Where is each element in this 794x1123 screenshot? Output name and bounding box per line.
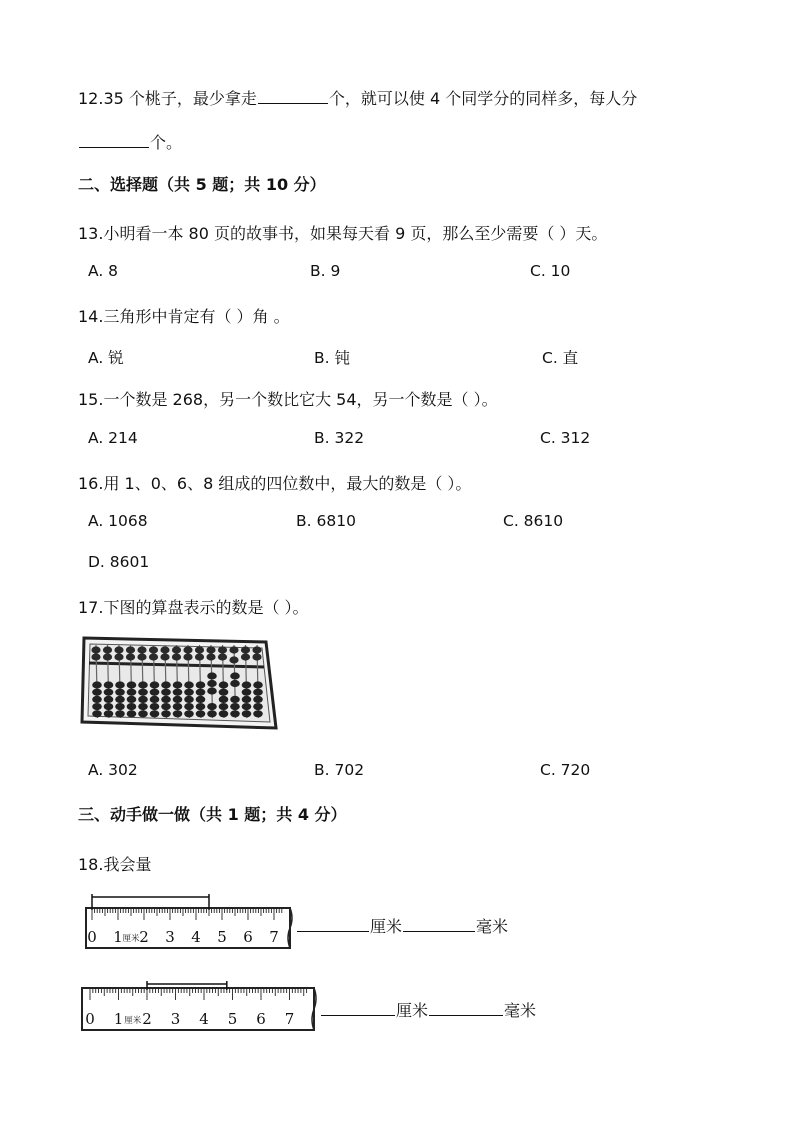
q13-option-b[interactable]: B. 9 xyxy=(310,262,341,280)
q17-option-a[interactable]: A. 302 xyxy=(88,761,138,779)
ruler-number: 1 xyxy=(113,1010,124,1028)
q17-option-b[interactable]: B. 702 xyxy=(314,761,365,779)
q17-option-c[interactable]: C. 720 xyxy=(540,761,591,779)
ruler-unit-label: 厘米 xyxy=(122,934,140,944)
q15-option-a[interactable]: A. 214 xyxy=(88,429,138,447)
question-12-line1 xyxy=(78,86,637,109)
q13-option-c[interactable]: C. 10 xyxy=(530,262,571,280)
question-16-stem: 16.用 1、0、6、8 组成的四位数中，最大的数是（ ）。 xyxy=(78,474,472,493)
ruler-unit-label: 厘米 xyxy=(124,1016,142,1026)
ruler-2 xyxy=(80,970,320,1034)
q13-option-a[interactable]: A. 8 xyxy=(88,262,119,280)
ruler-number: 3 xyxy=(165,928,175,946)
q14-option-c[interactable]: C. 直 xyxy=(542,349,579,367)
ruler-number: 0 xyxy=(85,1010,95,1028)
ruler-number: 4 xyxy=(191,928,201,946)
question-15-stem: 15.一个数是 268，另一个数比它大 54，另一个数是（ ）。 xyxy=(78,390,498,409)
ruler-number: 7 xyxy=(269,928,279,946)
ruler-2-answer xyxy=(320,998,536,1021)
ruler-2-mm-label: 毫米 xyxy=(504,1001,537,1020)
ruler-number: 3 xyxy=(170,1010,181,1028)
question-14-stem: 14.三角形中肯定有（ ）角 。 xyxy=(78,307,290,326)
q12-text-1: 12.35 个桃子，最少拿走 xyxy=(78,89,257,108)
ruler-2-cm-label: 厘米 xyxy=(396,1001,429,1020)
q12-text-2: 个，就可以使 4 个同学分的同样多，每人分 xyxy=(328,89,638,108)
ruler-1-cm-label: 厘米 xyxy=(370,917,403,936)
ruler-1-mm-blank[interactable] xyxy=(403,915,475,932)
ruler-number: 7 xyxy=(284,1010,295,1028)
q16-option-b[interactable]: B. 6810 xyxy=(296,512,356,530)
q14-option-a[interactable]: A. 锐 xyxy=(88,349,124,367)
q16-option-c[interactable]: C. 8610 xyxy=(503,512,564,530)
ruler-1-answer xyxy=(296,914,508,937)
ruler-number: 1 xyxy=(113,928,123,946)
ruler-1-mm-label: 毫米 xyxy=(476,917,509,936)
ruler-number: 0 xyxy=(87,928,97,946)
question-13-stem: 13.小明看一本 80 页的故事书，如果每天看 9 页，那么至少需要（ ）天。 xyxy=(78,224,608,243)
section-3-title: 三、动手做一做（共 1 题；共 4 分） xyxy=(78,805,347,824)
q15-option-b[interactable]: B. 322 xyxy=(314,429,365,447)
ruler-2-mm-blank[interactable] xyxy=(429,999,503,1016)
ruler-1 xyxy=(84,890,296,952)
ruler-number: 5 xyxy=(217,928,227,946)
question-18-stem: 18.我会量 xyxy=(78,855,152,874)
question-12-line2 xyxy=(78,130,182,153)
ruler-number: 5 xyxy=(227,1010,238,1028)
q16-option-a[interactable]: A. 1068 xyxy=(88,512,148,530)
ruler-2-cm-blank[interactable] xyxy=(321,999,395,1016)
abacus-image xyxy=(80,636,278,732)
q16-option-d[interactable]: D. 8601 xyxy=(88,553,150,571)
q12-blank-1[interactable] xyxy=(258,87,328,104)
q12-text-3: 个。 xyxy=(150,133,183,152)
q12-blank-2[interactable] xyxy=(79,131,149,148)
ruler-number: 2 xyxy=(142,1010,152,1028)
ruler-number: 4 xyxy=(199,1010,209,1028)
q14-option-b[interactable]: B. 钝 xyxy=(314,349,350,367)
ruler-number: 6 xyxy=(256,1010,266,1028)
ruler-number: 2 xyxy=(139,928,149,946)
section-2-title: 二、选择题（共 5 题；共 10 分） xyxy=(78,175,326,194)
q15-option-c[interactable]: C. 312 xyxy=(540,429,591,447)
ruler-1-cm-blank[interactable] xyxy=(297,915,369,932)
ruler-number: 6 xyxy=(243,928,253,946)
question-17-stem: 17.下图的算盘表示的数是（ ）。 xyxy=(78,598,309,617)
